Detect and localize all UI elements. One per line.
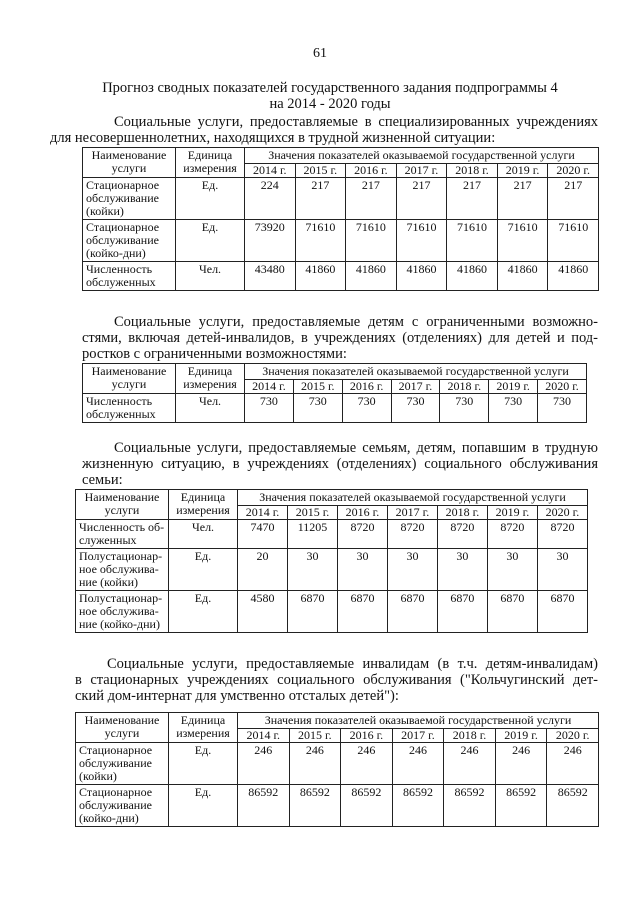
unit-cell: Ед. <box>176 220 245 262</box>
year-header: 2015 г. <box>293 380 342 394</box>
year-header: 2019 г. <box>489 380 538 394</box>
document-title <box>60 80 600 112</box>
year-header: 2016 г. <box>341 729 393 743</box>
value-cell: 30 <box>287 549 337 591</box>
table-row <box>76 743 599 785</box>
year-header: 2016 г. <box>342 380 391 394</box>
value-cell: 730 <box>245 394 294 423</box>
table-section-4 <box>75 712 599 827</box>
table-row <box>76 591 588 633</box>
section-2-text <box>82 314 598 362</box>
section-text-line: для несовершеннолетних, находящихся в трудной жизненной ситуации: <box>50 130 496 146</box>
year-header: 2018 г. <box>437 506 487 520</box>
section-text-line: Социальные услуги, предоставляемые детям с ограниченными возможно- <box>114 314 598 330</box>
value-cell: 30 <box>437 549 487 591</box>
value-cell: 41860 <box>346 262 397 291</box>
value-cell: 730 <box>342 394 391 423</box>
value-cell: 7470 <box>238 520 288 549</box>
section-text-line: ростков с ограниченными возможностями: <box>82 346 347 362</box>
value-cell: 730 <box>293 394 342 423</box>
page-number: 61 <box>313 46 327 61</box>
value-cell: 6870 <box>387 591 437 633</box>
value-cell: 86592 <box>444 785 496 827</box>
title-line-1: Прогноз сводных показателей государственного задания подпрограммы 4 <box>102 80 558 96</box>
title-line-2: на 2014 - 2020 годы <box>269 96 391 112</box>
section-text-line: в стационарных учреждениях социального обслуживания ("Кольчугинский дет- <box>75 672 598 688</box>
year-header: 2017 г. <box>396 164 447 178</box>
column-header-values: Значения показателей оказываемой государственной услуги <box>245 364 587 380</box>
value-cell: 730 <box>489 394 538 423</box>
value-cell: 246 <box>289 743 341 785</box>
service-name-cell: Численность обслуженных <box>83 394 176 423</box>
value-cell: 224 <box>245 178 296 220</box>
service-name-cell: Стационарное обслуживание (койки) <box>83 178 176 220</box>
value-cell: 20 <box>238 549 288 591</box>
unit-cell: Чел. <box>176 262 245 291</box>
year-header: 2014 г. <box>238 729 290 743</box>
value-cell: 71610 <box>346 220 397 262</box>
year-header: 2017 г. <box>391 380 440 394</box>
value-cell: 246 <box>495 743 547 785</box>
unit-cell: Чел. <box>169 520 238 549</box>
value-cell: 30 <box>387 549 437 591</box>
column-header-unit: Единица измерения <box>176 148 245 178</box>
value-cell: 86592 <box>341 785 393 827</box>
value-cell: 73920 <box>245 220 296 262</box>
service-name-cell: Численность об-служенных <box>76 520 169 549</box>
unit-cell: Чел. <box>176 394 245 423</box>
table-row <box>76 785 599 827</box>
value-cell: 6870 <box>437 591 487 633</box>
table-row <box>83 394 587 423</box>
year-header: 2019 г. <box>487 506 537 520</box>
value-cell: 41860 <box>548 262 599 291</box>
value-cell: 43480 <box>245 262 296 291</box>
value-cell: 730 <box>538 394 587 423</box>
table-row <box>83 178 599 220</box>
unit-cell: Ед. <box>169 743 238 785</box>
column-header-values: Значения показателей оказываемой государственной услуги <box>238 490 588 506</box>
value-cell: 246 <box>547 743 599 785</box>
year-header: 2014 г. <box>238 506 288 520</box>
service-name-cell: Стационарное обслуживание (койко-дни) <box>83 220 176 262</box>
unit-cell: Ед. <box>169 785 238 827</box>
value-cell: 217 <box>497 178 548 220</box>
value-cell: 8720 <box>437 520 487 549</box>
value-cell: 217 <box>447 178 498 220</box>
table-row <box>76 520 588 549</box>
value-cell: 6870 <box>537 591 587 633</box>
value-cell: 8720 <box>537 520 587 549</box>
year-header: 2017 г. <box>387 506 437 520</box>
year-header: 2016 г. <box>337 506 387 520</box>
service-name-cell: Полустационар-ное обслужива-ние (койко-дни) <box>76 591 169 633</box>
value-cell: 6870 <box>337 591 387 633</box>
value-cell: 217 <box>396 178 447 220</box>
year-header: 2017 г. <box>392 729 444 743</box>
value-cell: 246 <box>341 743 393 785</box>
value-cell: 41860 <box>497 262 548 291</box>
column-header-name: Наименование услуги <box>76 713 169 743</box>
value-cell: 86592 <box>495 785 547 827</box>
year-header: 2020 г. <box>537 506 587 520</box>
value-cell: 86592 <box>238 785 290 827</box>
value-cell: 246 <box>444 743 496 785</box>
column-header-name: Наименование услуги <box>83 364 176 394</box>
section-text-line: жизненную ситуацию, в учреждениях (отделениях) социального обслуживания <box>82 456 598 472</box>
column-header-values: Значения показателей оказываемой государственной услуги <box>245 148 599 164</box>
value-cell: 217 <box>346 178 397 220</box>
table-section-3 <box>75 489 588 633</box>
year-header: 2018 г. <box>447 164 498 178</box>
value-cell: 30 <box>537 549 587 591</box>
table-row <box>76 549 588 591</box>
header-row <box>83 364 587 380</box>
value-cell: 246 <box>238 743 290 785</box>
column-header-unit: Единица измерения <box>169 490 238 520</box>
year-header: 2015 г. <box>289 729 341 743</box>
service-name-cell: Стационарное обслуживание (койко-дни) <box>76 785 169 827</box>
table-section-1 <box>82 147 599 291</box>
value-cell: 8720 <box>487 520 537 549</box>
column-header-unit: Единица измерения <box>176 364 245 394</box>
table-section-2 <box>82 363 587 423</box>
year-header: 2020 г. <box>548 164 599 178</box>
value-cell: 6870 <box>287 591 337 633</box>
service-name-cell: Стационарное обслуживание (койки) <box>76 743 169 785</box>
header-row <box>76 713 599 729</box>
value-cell: 730 <box>391 394 440 423</box>
value-cell: 217 <box>548 178 599 220</box>
table-row <box>83 220 599 262</box>
value-cell: 41860 <box>447 262 498 291</box>
value-cell: 8720 <box>387 520 437 549</box>
year-header: 2019 г. <box>495 729 547 743</box>
column-header-values: Значения показателей оказываемой государственной услуги <box>238 713 599 729</box>
unit-cell: Ед. <box>169 549 238 591</box>
value-cell: 71610 <box>396 220 447 262</box>
year-header: 2018 г. <box>444 729 496 743</box>
unit-cell: Ед. <box>169 591 238 633</box>
value-cell: 217 <box>295 178 346 220</box>
section-text-line: Социальные услуги, предоставляемые в специализированных учреждениях <box>114 114 598 130</box>
header-row <box>83 148 599 164</box>
value-cell: 4580 <box>238 591 288 633</box>
section-text-line: семьи: <box>82 472 123 488</box>
section-text-line: Социальные услуги, предоставляемые семьям, детям, попавшим в трудную <box>114 440 598 456</box>
value-cell: 86592 <box>392 785 444 827</box>
column-header-name: Наименование услуги <box>83 148 176 178</box>
column-header-name: Наименование услуги <box>76 490 169 520</box>
year-header: 2015 г. <box>287 506 337 520</box>
value-cell: 246 <box>392 743 444 785</box>
year-header: 2014 г. <box>245 380 294 394</box>
column-header-unit: Единица измерения <box>169 713 238 743</box>
section-text-line: ский дом-интернат для умственно отсталых детей"): <box>75 688 399 704</box>
value-cell: 30 <box>487 549 537 591</box>
year-header: 2018 г. <box>440 380 489 394</box>
value-cell: 11205 <box>287 520 337 549</box>
value-cell: 41860 <box>295 262 346 291</box>
header-row <box>76 490 588 506</box>
year-header: 2016 г. <box>346 164 397 178</box>
value-cell: 730 <box>440 394 489 423</box>
year-header: 2015 г. <box>295 164 346 178</box>
value-cell: 71610 <box>497 220 548 262</box>
section-text-line: Социальные услуги, предоставляемые инвалидам (в т.ч. детям-инвалидам) <box>107 656 598 672</box>
year-header: 2020 г. <box>538 380 587 394</box>
section-text-line: стями, включая детей-инвалидов, в учреждениях (отделениях) для детей и под- <box>82 330 598 346</box>
service-name-cell: Полустационар-ное обслужива-ние (койки) <box>76 549 169 591</box>
unit-cell: Ед. <box>176 178 245 220</box>
section-1-text <box>50 114 598 146</box>
service-name-cell: Численность обслуженных <box>83 262 176 291</box>
value-cell: 6870 <box>487 591 537 633</box>
value-cell: 71610 <box>447 220 498 262</box>
year-header: 2020 г. <box>547 729 599 743</box>
value-cell: 71610 <box>295 220 346 262</box>
value-cell: 41860 <box>396 262 447 291</box>
table-row <box>83 262 599 291</box>
section-4-text <box>75 656 598 704</box>
value-cell: 30 <box>337 549 387 591</box>
year-header: 2014 г. <box>245 164 296 178</box>
section-3-text <box>82 440 598 488</box>
value-cell: 86592 <box>547 785 599 827</box>
value-cell: 8720 <box>337 520 387 549</box>
value-cell: 71610 <box>548 220 599 262</box>
value-cell: 86592 <box>289 785 341 827</box>
year-header: 2019 г. <box>497 164 548 178</box>
